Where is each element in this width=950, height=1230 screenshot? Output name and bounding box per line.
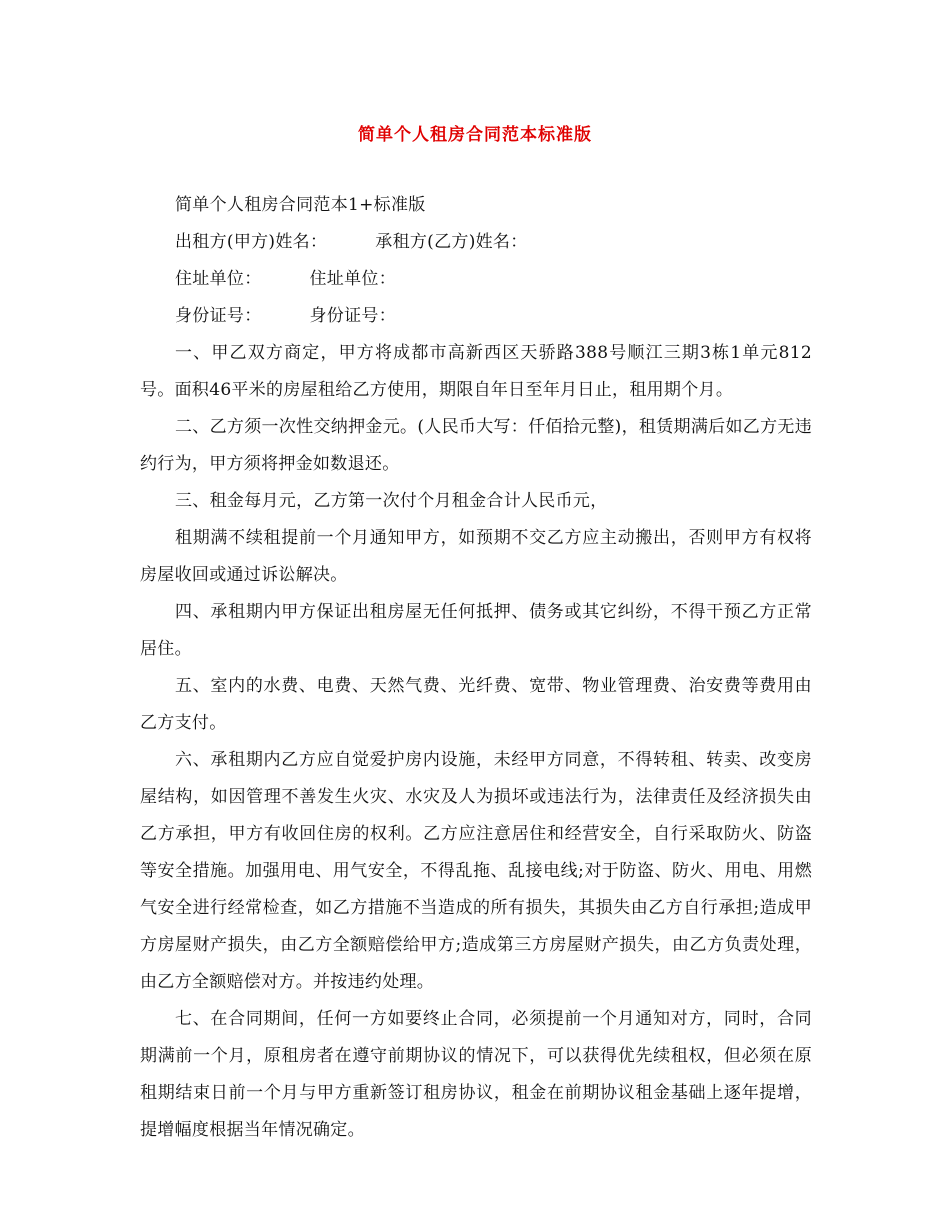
clause-2: 二、乙方须一次性交纳押金元。(人民币大写：仟佰拾元整)，租赁期满后如乙方无违约行为，甲方须将押金如数退还。: [140, 417, 812, 474]
clause-5: 五、室内的水费、电费、天然气费、光纤费、宽带、物业管理费、治安费等费用由乙方支付。: [140, 676, 812, 733]
clause-6: 六、承租期内乙方应自觉爱护房内设施，未经甲方同意，不得转租、转卖、改变房屋结构，如因管理不善发生火灾、水灾及人为损坏或违法行为，法律责任及经济损失由乙方承担，甲方有收回住房的权利。乙方应注意居住和经营安全，自行采取防火、防盗等安全措施。加强用电、用气安全，不得乱拖、乱接电线;对于防盗、防火、用电、用燃气安全进行经常检查，如乙方措施不当造成的所有损失，其损失由乙方自行承担;造成甲方房屋财产损失，由乙方全额赔偿给甲方;造成第三方房屋财产损失，由乙方负责处理，由乙方全额赔偿对方。并按违约处理。: [140, 750, 812, 992]
clause-4: 四、承租期内甲方保证出租房屋无任何抵押、债务或其它纠纷，不得干预乙方正常居住。: [140, 602, 812, 659]
party-names-row: [140, 224, 812, 261]
lessee-id-label: 身份证号：: [309, 306, 396, 326]
document-subtitle: 简单个人租房合同范本1+标准版: [175, 195, 426, 215]
clause-3-continued: 租期满不续租提前一个月通知甲方，如预期不交乙方应主动搬出，否则甲方有权将房屋收回或通过诉讼解决。: [140, 528, 812, 585]
lessor-name-label: 出租方(甲方)姓名：: [175, 232, 328, 252]
lessor-address-label: 住址单位：: [175, 269, 262, 289]
lessor-id-label: 身份证号：: [175, 306, 262, 326]
lessee-name-label: 承租方(乙方)姓名：: [375, 232, 528, 252]
party-address-row: [140, 261, 812, 298]
lessee-address-label: 住址单位：: [309, 269, 396, 289]
document-body: [140, 187, 812, 1149]
document-title: 简单个人租房合同范本标准版: [358, 125, 592, 145]
party-id-row: [140, 298, 812, 335]
clause-3: 三、租金每月元，乙方第一次付个月租金合计人民币元，: [175, 491, 608, 511]
clause-1: 一、甲乙双方商定，甲方将成都市高新西区天骄路388号顺江三期3栋1单元812号。面积46平米的房屋租给乙方使用，期限自年日至年月日止，租用期个月。: [140, 343, 812, 400]
clause-7: 七、在合同期间，任何一方如要终止合同，必须提前一个月通知对方，同时，合同期满前一个月，原租房者在遵守前期协议的情况下，可以获得优先续租权，但必须在原租期结束日前一个月与甲方重新签订租房协议，租金在前期协议租金基础上逐年提增，提增幅度根据当年情况确定。: [140, 1009, 812, 1140]
